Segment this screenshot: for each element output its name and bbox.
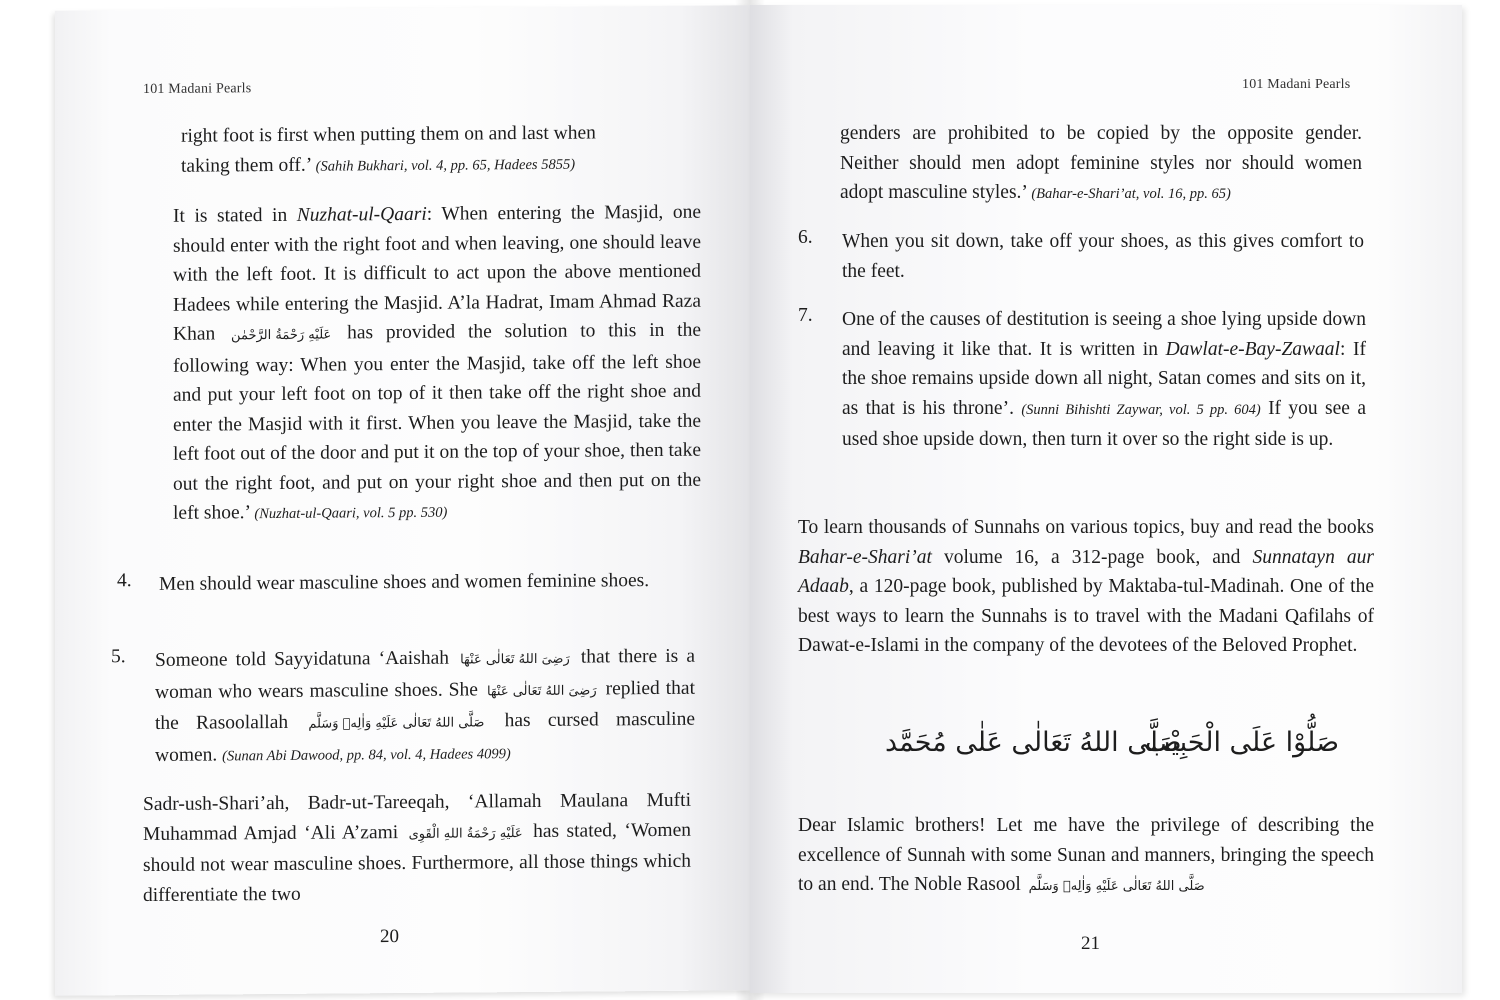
sadr-t2: has stated, ‘Women should not wear masculine shoes. Furthermore, all those things which differentiate the two <box>143 819 691 906</box>
item7-source: Dawlat-e-Bay-Zawaal <box>1165 338 1340 360</box>
right-page-number: 21 <box>1081 933 1100 954</box>
dear-t1: Dear Islamic brothers! Let me have the privilege of describing the excellence of Sunnah with some Sunan and manners, bringing the speech to an end. The Noble Rasool <box>798 815 1374 895</box>
item7-t1: One of the causes of destitution is seeing a shoe lying upside down and leaving it like that. It is written in <box>842 309 1366 360</box>
right-running-head: 101 Madani Pearls <box>1242 77 1351 92</box>
right-continuation-paragraph <box>840 119 1362 210</box>
left-page-number: 20 <box>380 926 399 948</box>
item7-paragraph <box>842 305 1366 455</box>
learn-t1: To learn thousands of Sunnahs on various topics, buy and read the books <box>798 517 1374 538</box>
item7-citation: (Sunni Bihishti Zaywar, vol. 5 pp. 604) <box>1021 401 1261 418</box>
nuzhat-body1: : When entering the Masjid, one should enter with the right foot and when leaving, one should leave with the left foot. It is difficult to act upon the above mentioned Hadees while entering the Masjid. A’la Hadrat, Imam Ahmad Raza Khan <box>173 201 701 345</box>
item6-text: When you sit down, take off your shoes, as this gives comfort to the feet. <box>842 231 1364 282</box>
item4-number: 4. <box>117 570 132 592</box>
sadr-arabic: عَلَيْهِ رَحْمَةُ اللهِ الْقَوِى <box>408 825 523 842</box>
item5-t1: Someone told Sayyidatuna ‘Aaishah <box>155 647 458 671</box>
dear-arabic: صَلَّى اللهُ تَعَالٰى عَلَيْهِ وَاٰلِهٖ وَسَلَّم <box>1028 879 1205 894</box>
sadr-t1: Sadr-ush-Shari’ah, Badr-ut-Tareeqah, ‘Allamah Maulana Mufti Muhammad Amjad ‘Ali A’zami <box>143 789 691 845</box>
item5-number: 5. <box>111 646 126 668</box>
right-page <box>750 5 1462 993</box>
item5-paragraph <box>155 642 695 772</box>
item7-t2: : If the shoe remains upside down all night, Satan comes and sits on it, as that is his throne’. <box>842 338 1367 419</box>
item5-t2: that there is a woman who wears masculine shoes. She <box>155 645 696 703</box>
item7-t3: If you see a used shoe upside down, then turn it over so the right side is up. <box>842 397 1366 450</box>
learn-paragraph <box>798 513 1374 661</box>
item5-arabic-3: صَلَّى اللهُ تَعَالٰى عَلَيْهِ وَاٰلِهٖ وَسَلَّم <box>308 715 485 732</box>
nuzhat-arabic-honorific: عَلَيْهِ رَحْمَةُ الرَّحْمٰن <box>231 327 332 344</box>
salawat-call: صَلُّوْا عَلَى الْحَبِيْب <box>1145 727 1339 758</box>
nuzhat-pre: It is stated in <box>173 204 297 227</box>
nuzhat-body2: has provided the solution to this in the following way: When you enter the Masjid, take off the left shoe and put your left foot on top of it then take off the right shoe and enter the Masjid with it first. When you leave the Masjid, take the left foot out of the door and put it on the top of your shoe, then take out the right foot, and put on your right shoe and then put on the left shoe.’ <box>173 319 701 524</box>
left-cont-line2: taking them off.’ <box>181 154 311 177</box>
right-cont-text: genders are prohibited to be copied by the opposite gender. Neither should men adopt feminine styles nor should women adopt masculine styles.’ <box>840 123 1362 203</box>
item6-number: 6. <box>798 227 813 248</box>
nuzhat-source: Nuzhat-ul-Qaari <box>296 203 427 226</box>
item5-arabic-2: رَضِیَ اللهُ تَعَالٰی عَنْهَا <box>486 682 597 699</box>
salawat-response: صَلَّى اللهُ تَعَالٰى عَلٰى مُحَمَّد <box>885 727 1182 758</box>
item5-arabic-1: رَضِیَ اللهُ تَعَالٰی عَنْهَا <box>460 651 570 668</box>
left-running-head: 101 Madani Pearls <box>143 81 252 98</box>
item5-t3: replied that the Rasoolallah <box>155 677 695 734</box>
left-page <box>55 5 750 995</box>
right-cont-citation: (Bahar-e-Shari’at, vol. 16, pp. 65) <box>1031 186 1231 202</box>
item5-citation: (Sunan Abi Dawood, pp. 84, vol. 4, Hadees 4099) <box>222 745 511 764</box>
learn-book2: Sunnatayn aur Adaab <box>798 546 1374 597</box>
item5-t4: has cursed masculine women. <box>155 708 695 766</box>
left-cont-line1: right foot is first when putting them on and last when <box>181 122 596 147</box>
left-continuation-paragraph <box>181 118 701 183</box>
learn-book1: Bahar-e-Shari’at <box>798 546 932 568</box>
nuzhat-paragraph <box>173 198 701 531</box>
item7-number: 7. <box>798 305 813 326</box>
left-cont-citation: (Sahih Bukhari, vol. 4, pp. 65, Hadees 5855) <box>315 156 576 175</box>
learn-t2: volume 16, a 312-page book, and <box>931 546 1253 568</box>
dear-brothers-paragraph <box>798 811 1374 902</box>
sadr-paragraph <box>143 786 691 910</box>
nuzhat-citation: (Nuzhat-ul-Qaari, vol. 5 pp. 530) <box>254 504 448 523</box>
item4-text: Men should wear masculine shoes and women feminine shoes. <box>159 570 650 595</box>
learn-t3: , a 120-page book, published by Maktaba-tul-Madinah. One of the best ways to learn the Sunnahs is to travel with the Madani Qafilahs of Dawat-e-Islami in the company of the devotees of the Beloved Prophet. <box>798 576 1374 656</box>
